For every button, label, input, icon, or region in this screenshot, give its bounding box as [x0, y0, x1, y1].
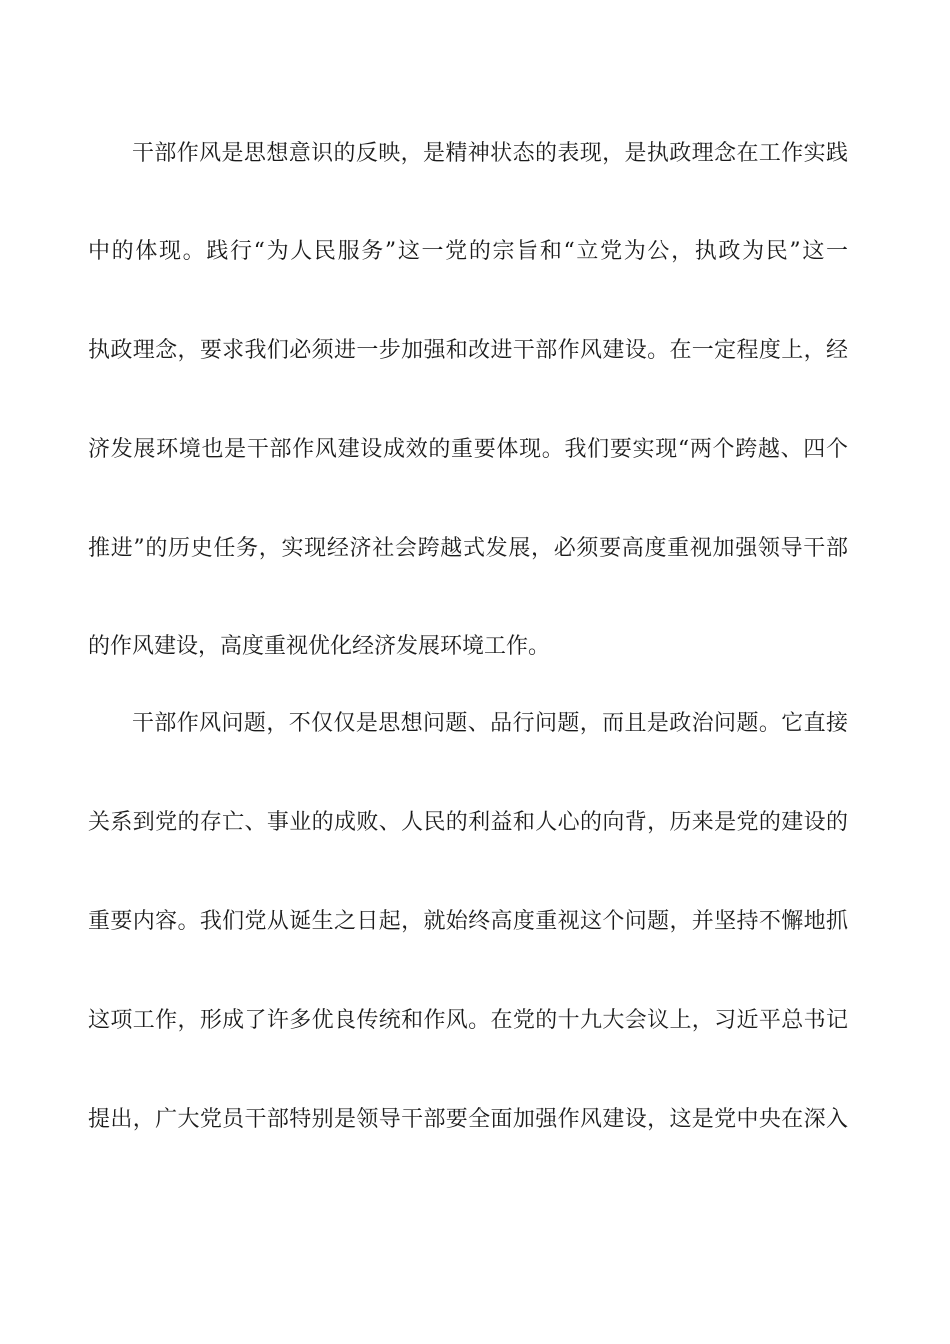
paragraph-line: 干部作风问题，不仅仅是思想问题、品行问题，而且是政治问题。它直接 [132, 711, 848, 736]
paragraph-line: 推进”的历史任务，实现经济社会跨越式发展，必须要高度重视加强领导干部 [88, 536, 848, 561]
paragraph-line: 干部作风是思想意识的反映，是精神状态的表现，是执政理念在工作实践 [132, 141, 848, 166]
paragraph-line: 这项工作，形成了许多优良传统和作风。在党的十九大会议上，习近平总书记 [88, 1008, 848, 1033]
paragraph-line: 济发展环境也是干部作风建设成效的重要体现。我们要实现“两个跨越、四个 [88, 437, 848, 462]
paragraph-line: 执政理念，要求我们必须进一步加强和改进干部作风建设。在一定程度上，经 [88, 338, 848, 363]
paragraph-line: 中的体现。践行“为人民服务”这一党的宗旨和“立党为公，执政为民”这一 [88, 239, 848, 264]
paragraph-line: 重要内容。我们党从诞生之日起，就始终高度重视这个问题，并坚持不懈地抓 [88, 909, 848, 934]
paragraph-line: 的作风建设，高度重视优化经济发展环境工作。 [88, 634, 551, 659]
paragraph-line: 提出，广大党员干部特别是领导干部要全面加强作风建设，这是党中央在深入 [88, 1107, 848, 1132]
paragraph-line: 关系到党的存亡、事业的成败、人民的利益和人心的向背，历来是党的建设的 [88, 810, 848, 835]
